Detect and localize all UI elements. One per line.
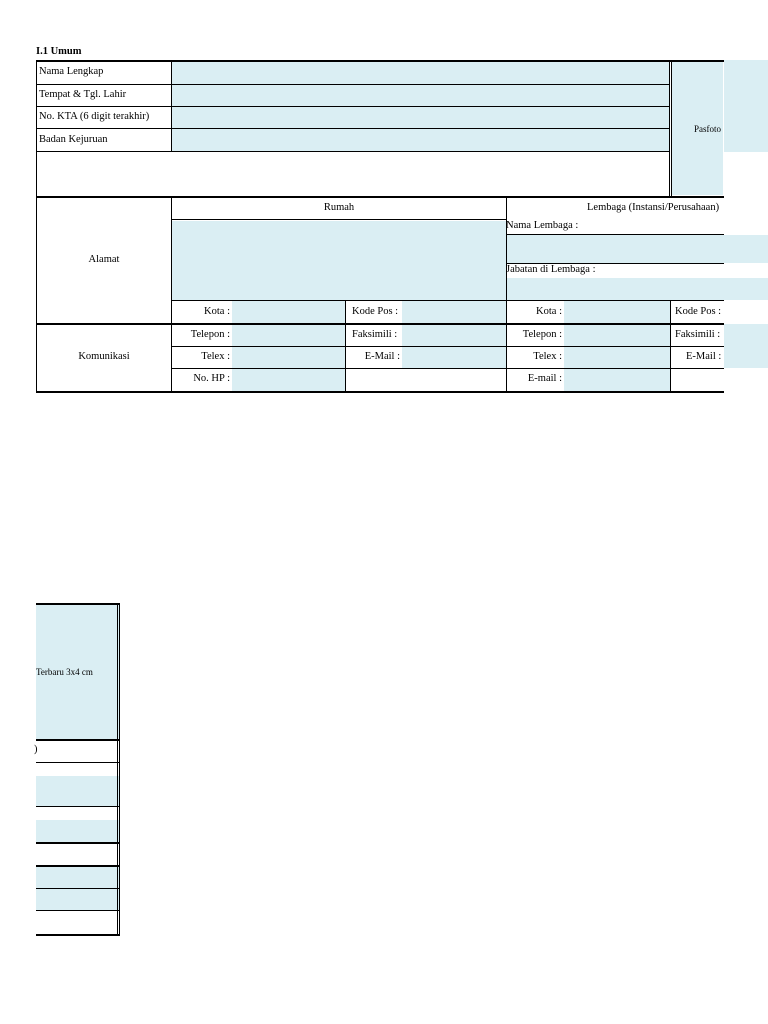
label-kodepos-rumah: Kode Pos : <box>352 306 399 317</box>
rumah-address-field[interactable] <box>172 221 506 300</box>
label-kodepos-lembaga: Kode Pos : <box>675 306 722 317</box>
label-faksimili-rumah: Faksimili : <box>352 329 398 340</box>
label-email-rumah: E-Mail : <box>364 351 400 362</box>
kodepos-rumah-field[interactable] <box>402 301 506 323</box>
label-pasfoto-continued: Terbaru 3x4 cm <box>36 667 93 677</box>
label-telex-rumah: Telex : <box>201 351 230 362</box>
label-komunikasi: Komunikasi <box>78 351 130 362</box>
fill-band-1 <box>36 776 119 806</box>
label-badan-kejuruan: Badan Kejuruan <box>39 134 108 145</box>
header-rumah: Rumah <box>323 202 355 213</box>
label-pasfoto: Pasfoto <box>694 124 721 134</box>
faks-email-lembaga-field[interactable] <box>724 324 768 368</box>
fragment-mark: ) <box>34 744 38 755</box>
label-tempat-tgl-lahir: Tempat & Tgl. Lahir <box>39 89 127 100</box>
label-email-lembaga: E-mail : <box>527 373 562 384</box>
jabatan-lembaga-field[interactable] <box>507 278 768 300</box>
label-jabatan-lembaga: Jabatan di Lembaga : <box>506 264 596 275</box>
nama-lembaga-field[interactable] <box>507 235 768 263</box>
label-kota-rumah: Kota : <box>204 306 230 317</box>
label-nama-lengkap: Nama Lengkap <box>39 66 104 77</box>
label-telex-lembaga: Telex : <box>533 351 562 362</box>
kota-lembaga-field[interactable] <box>564 301 670 323</box>
label-faksimili-lembaga: Faksimili : <box>675 329 721 340</box>
label-nama-lembaga: Nama Lembaga : <box>506 220 579 231</box>
label-no-kta: No. KTA (6 digit terakhir) <box>39 111 150 122</box>
label-alamat: Alamat <box>88 254 120 265</box>
kota-rumah-field[interactable] <box>232 301 345 323</box>
label-nohp: No. HP : <box>193 373 230 384</box>
fill-band-2 <box>36 820 119 842</box>
label-telepon-lembaga: Telepon : <box>522 329 562 340</box>
nohp-field[interactable] <box>232 369 345 391</box>
photo-box-overflow <box>724 60 768 152</box>
section-title: I.1 Umum <box>36 46 82 57</box>
label-email-lembaga-right: E-Mail : <box>686 351 722 362</box>
telepon-telex-email-lembaga-field[interactable] <box>564 324 670 391</box>
label-telepon-rumah: Telepon : <box>190 329 230 340</box>
header-lembaga: Lembaga (Instansi/Perusahaan) <box>587 202 720 213</box>
label-kota-lembaga: Kota : <box>536 306 562 317</box>
